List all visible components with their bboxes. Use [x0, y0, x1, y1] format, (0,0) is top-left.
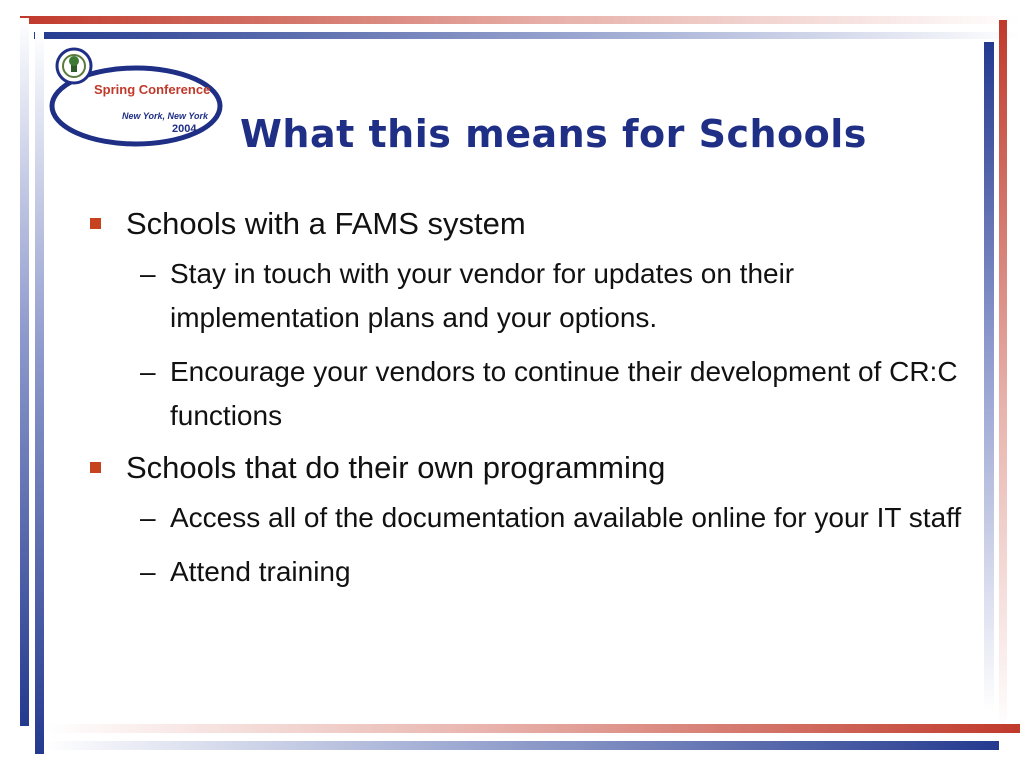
- dash-marker: –: [140, 356, 156, 387]
- top-red-stripe: [20, 16, 1020, 24]
- dash-marker: –: [140, 502, 156, 533]
- left-outer-stripe: [20, 18, 29, 726]
- bullet-item: [86, 204, 966, 244]
- sub-bullet-text: Access all of the documentation available online for your IT staff: [170, 502, 962, 533]
- logo-line-2: New York, New York: [122, 111, 209, 121]
- logo-line-3: 2004: [172, 123, 197, 135]
- logo-line-1: Spring Conference: [94, 82, 211, 97]
- sub-bullet-item: [86, 496, 966, 540]
- sub-bullet-text: Attend training: [170, 556, 351, 587]
- sub-bullet-item: [86, 252, 966, 340]
- sub-bullet-text: Stay in touch with your vendor for updates on their implementation plans and your options.: [170, 258, 795, 333]
- left-inner-stripe: [35, 32, 44, 754]
- bullet-text: Schools that do their own programming: [126, 450, 666, 485]
- bullet-item: [86, 448, 966, 488]
- slide-content: [86, 204, 966, 604]
- slide-title: What this means for Schools: [240, 112, 867, 156]
- bullet-text: Schools with a FAMS system: [126, 206, 526, 241]
- bottom-red-stripe: [44, 724, 1020, 733]
- dash-marker: –: [140, 258, 156, 289]
- top-blue-stripe: [34, 32, 1020, 39]
- conference-logo: [46, 44, 226, 154]
- bottom-blue-stripe: [44, 741, 999, 750]
- right-blue-stripe: [984, 42, 994, 712]
- square-bullet-icon: [90, 218, 101, 229]
- sub-bullet-item: [86, 350, 966, 438]
- sub-bullet-text: Encourage your vendors to continue their development of CR:C functions: [170, 356, 958, 431]
- sub-bullet-item: [86, 550, 966, 594]
- right-red-stripe: [999, 20, 1007, 732]
- square-bullet-icon: [90, 462, 101, 473]
- dash-marker: –: [140, 556, 156, 587]
